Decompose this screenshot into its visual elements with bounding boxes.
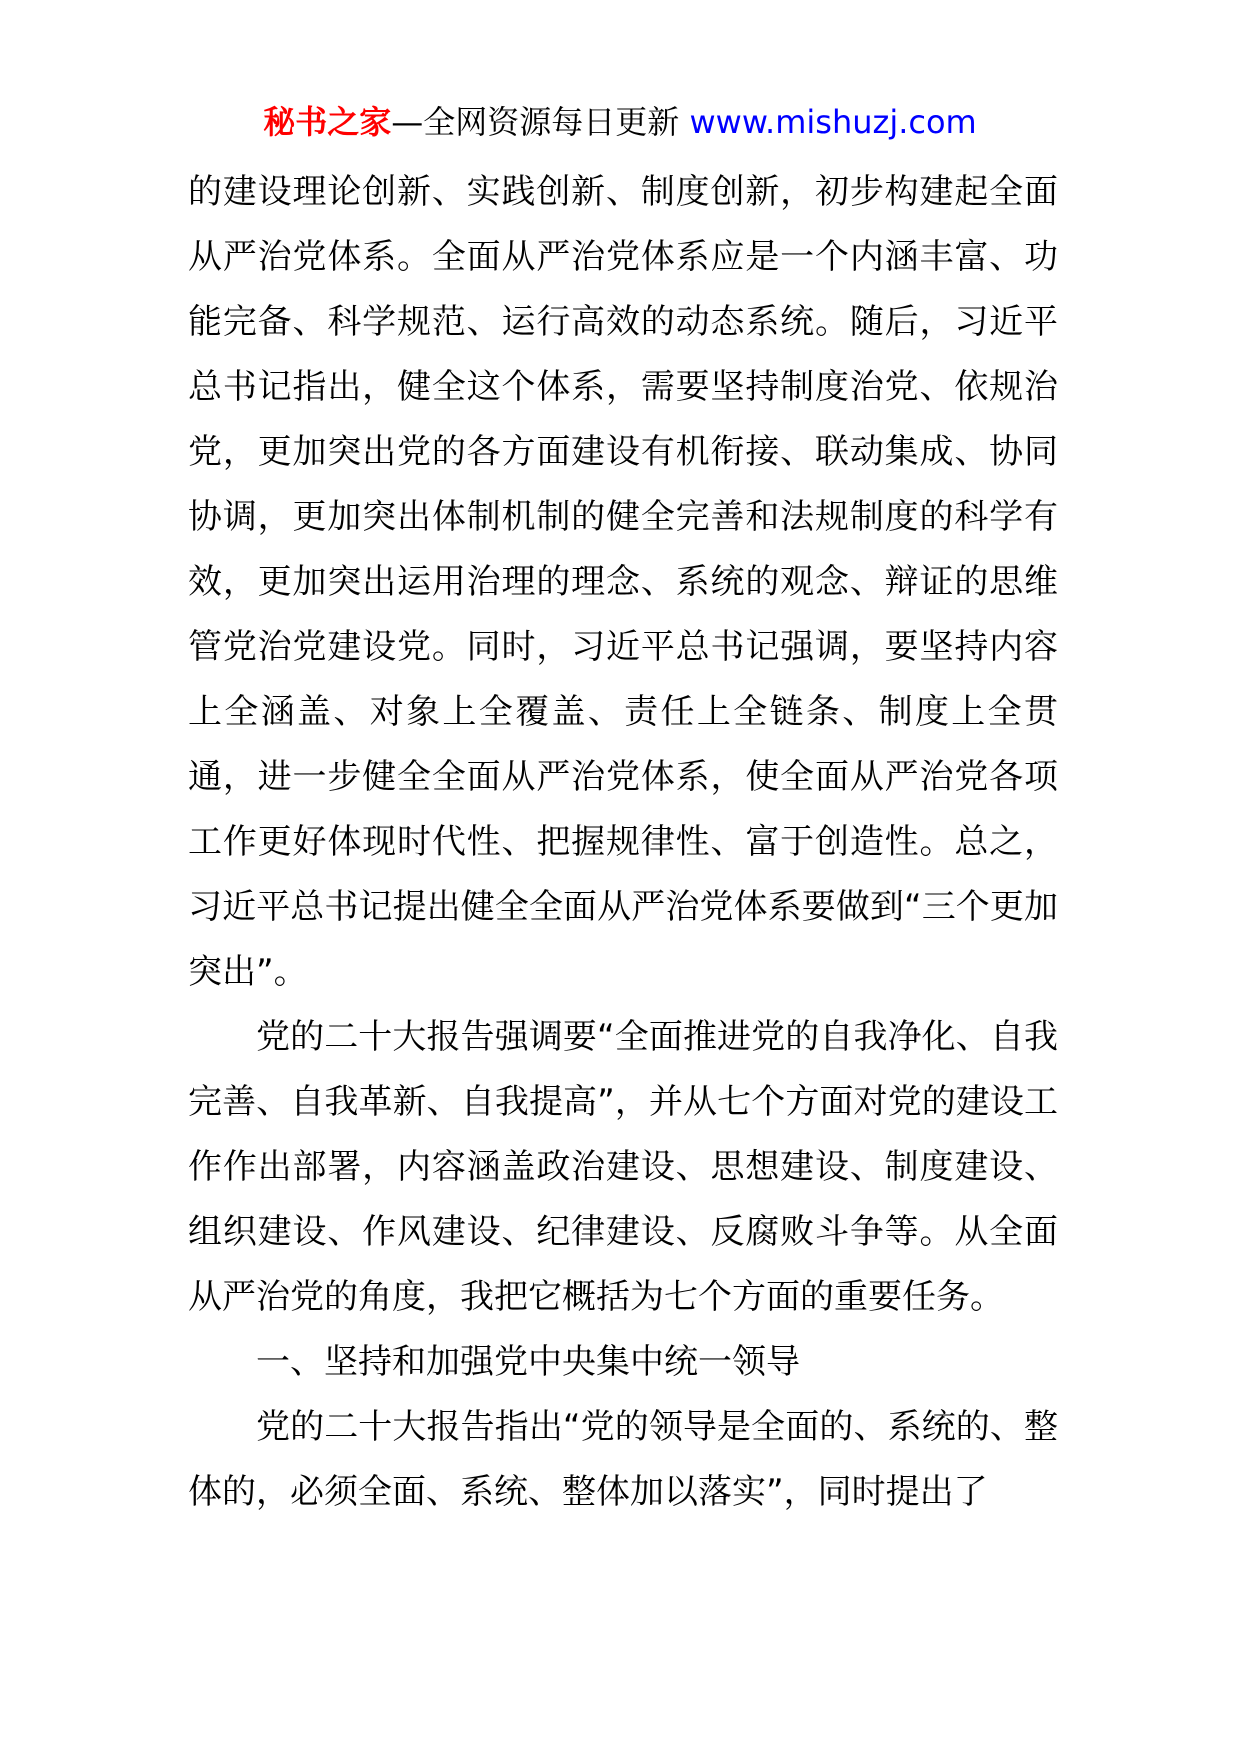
paragraph-3: 党的二十大报告指出“党的领导是全面的、系统的、整体的，必须全面、系统、整体加以落实”，同时提出了 [188, 1407, 1058, 1512]
document-body [188, 160, 1058, 1525]
header-tagline: —全网资源每日更新 [391, 103, 690, 141]
section-heading-1: 一、坚持和加强党中央集中统一领导 [256, 1342, 800, 1382]
site-header [0, 100, 1240, 144]
site-url[interactable]: www.mishuzj.com [689, 103, 977, 141]
paragraph-2: 党的二十大报告强调要“全面推进党的自我净化、自我完善、自我革新、自我提高”，并从七个方面对党的建设工作作出部署，内容涵盖政治建设、思想建设、制度建设、组织建设、作风建设、纪律建设、反腐败斗争等。从全面从严治党的角度，我把它概括为七个方面的重要任务。 [188, 1017, 1058, 1317]
brand-name: 秘书之家 [263, 103, 392, 141]
paragraph-1: 的建设理论创新、实践创新、制度创新，初步构建起全面从严治党体系。全面从严治党体系应是一个内涵丰富、功能完备、科学规范、运行高效的动态系统。随后，习近平总书记指出，健全这个体系，需要坚持制度治党、依规治党，更加突出党的各方面建设有机衔接、联动集成、协同协调，更加突出体制机制的健全完善和法规制度的科学有效，更加突出运用治理的理念、系统的观念、辩证的思维管党治党建设党。同时，习近平总书记强调，要坚持内容上全涵盖、对象上全覆盖、责任上全链条、制度上全贯通，进一步健全全面从严治党体系，使全面从严治党各项工作更好体现时代性、把握规律性、富于创造性。总之，习近平总书记提出健全全面从严治党体系要做到“三个更加突出”。 [188, 172, 1058, 992]
